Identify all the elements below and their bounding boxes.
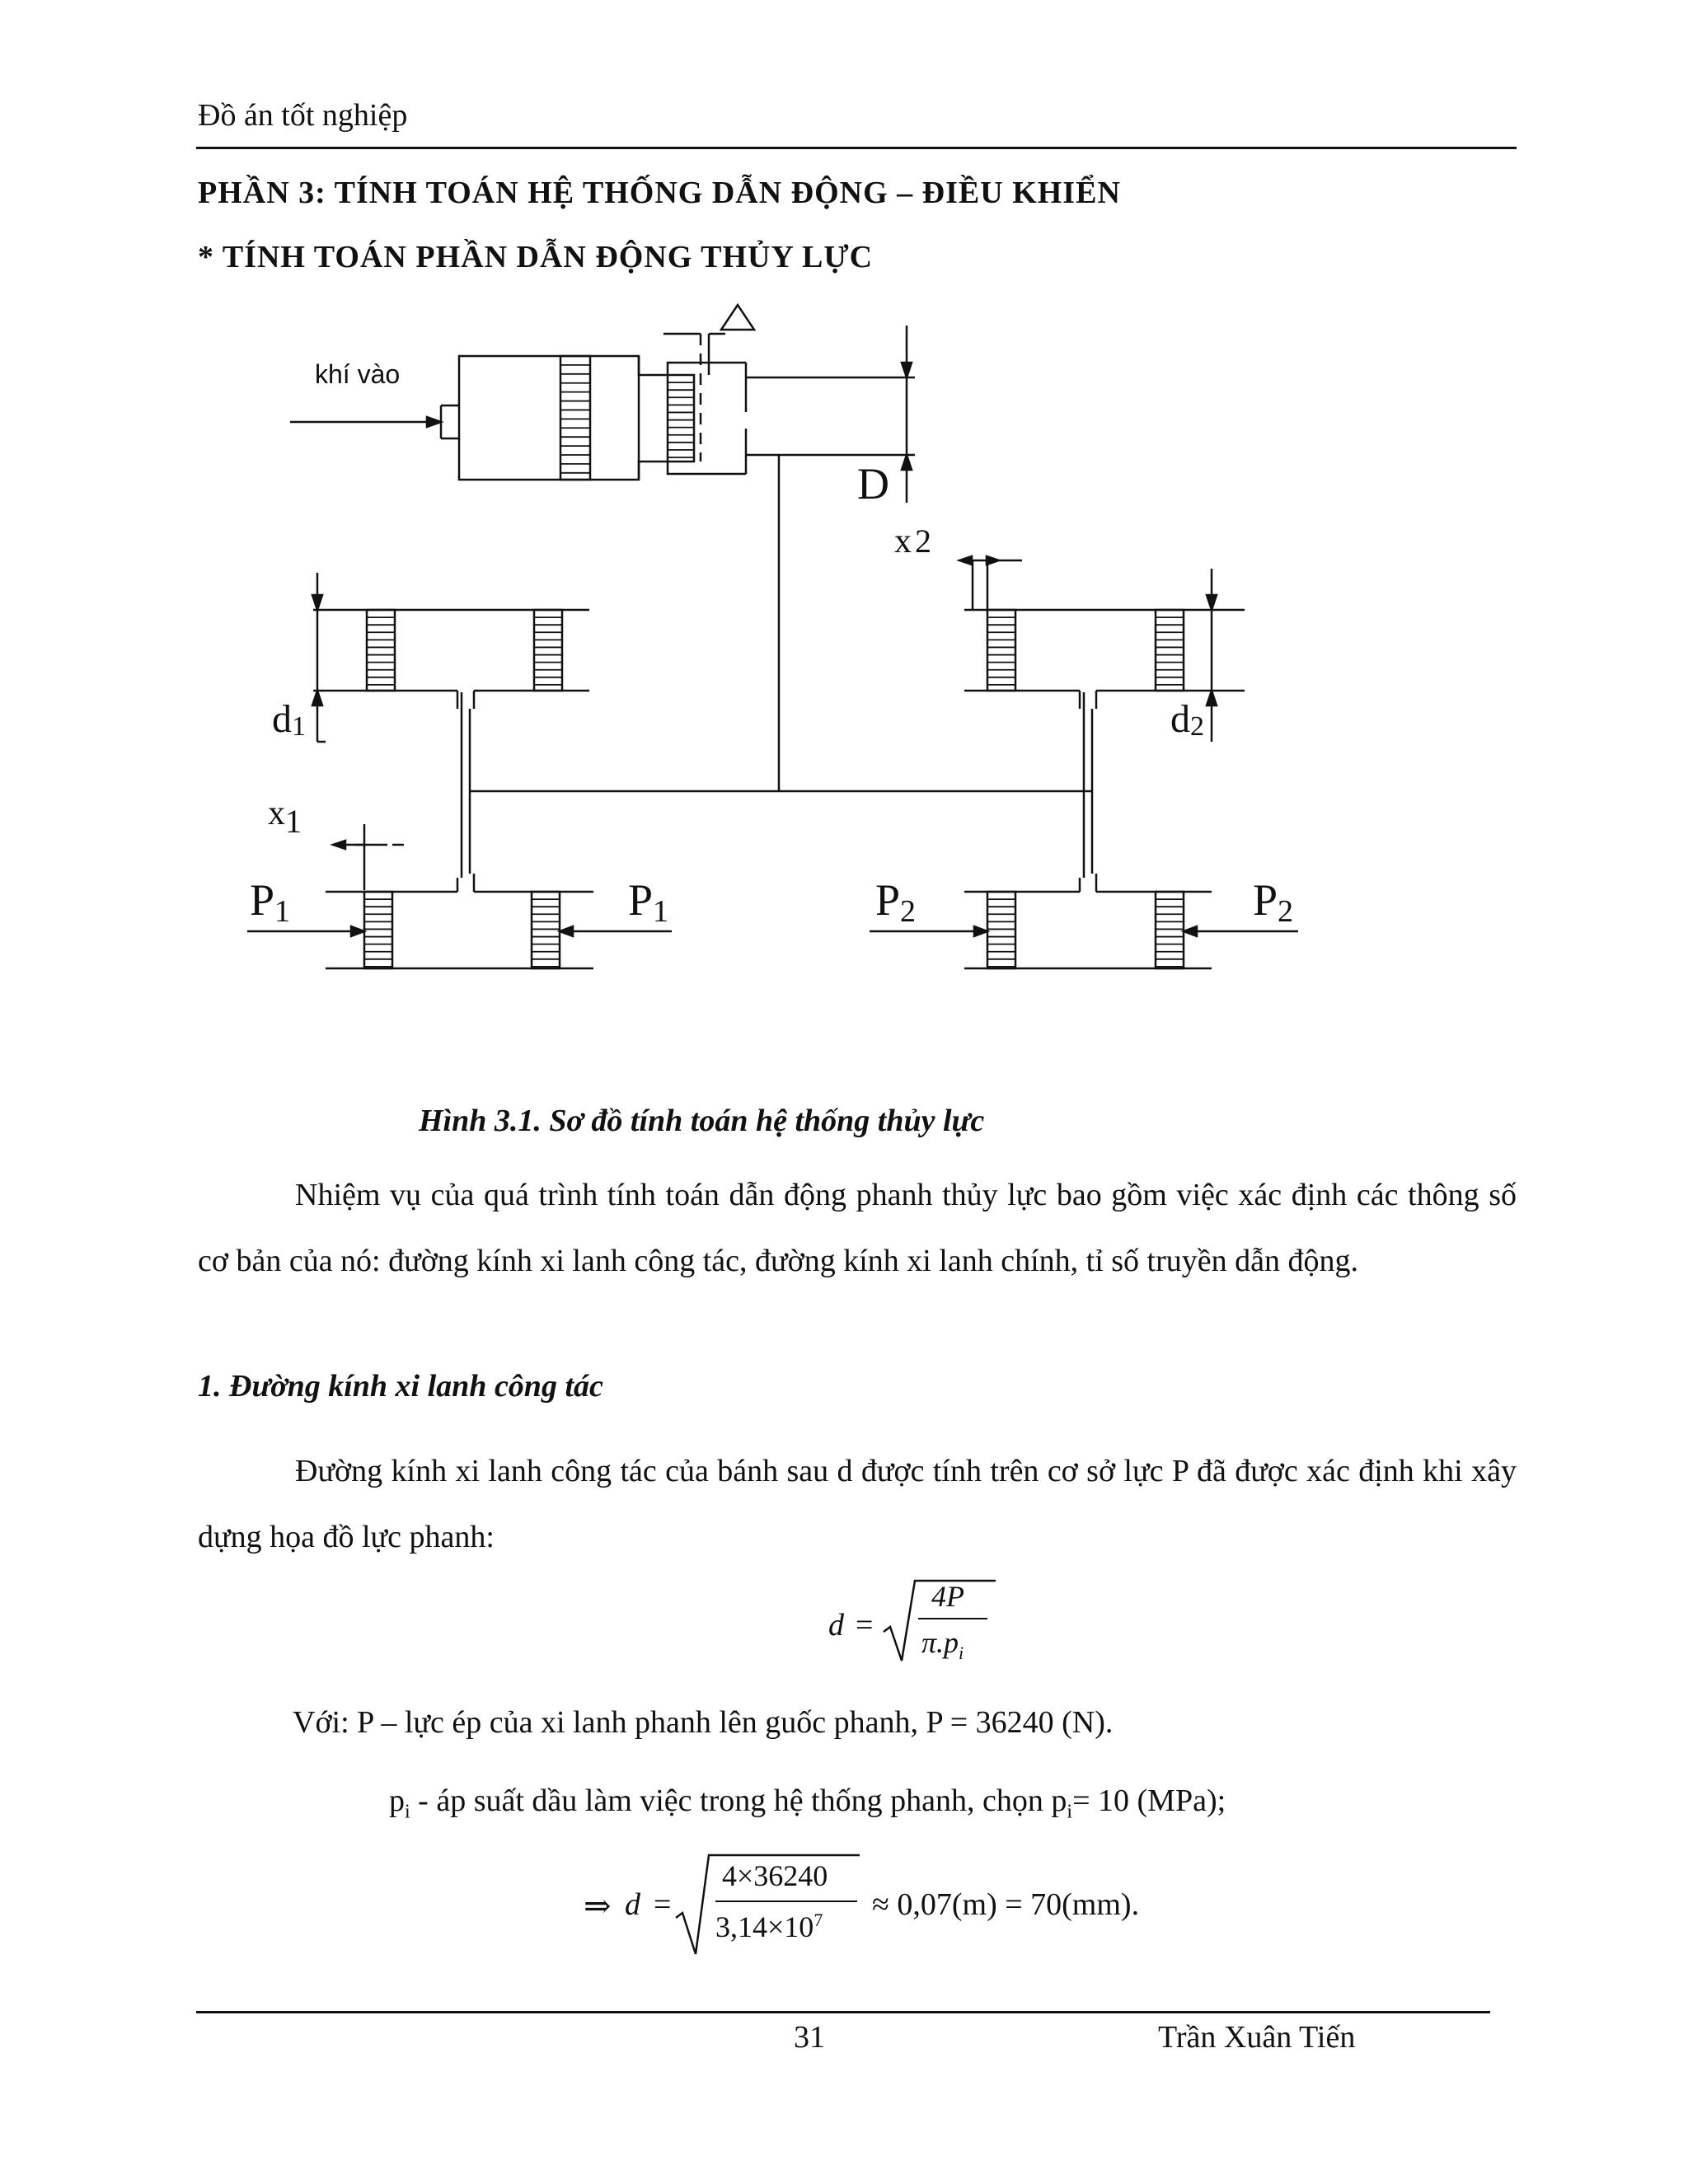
running-header: Đồ án tốt nghiệp xyxy=(198,98,408,133)
where-line-2: $p_i$ - áp suất dầu làm việc trong hệ thống phanh, chọn $p_i= 10$ (MPa); xyxy=(389,1783,1226,1823)
sub-title: * TÍNH TOÁN PHẦN DẪN ĐỘNG THỦY LỰC xyxy=(198,240,874,274)
label-d2: d2 xyxy=(1170,697,1204,742)
paragraph-intro: Nhiệm vụ của quá trình tính toán dẫn động phanh thủy lực bao gồm việc xác định các thông số cơ bản của nó: đường kính xi lanh công tác, đường kính xi lanh chính, tỉ số truyền dẫn động. xyxy=(198,1178,1517,1278)
label-x2: x 2 xyxy=(894,523,931,560)
label-P1-right: P1 xyxy=(628,875,669,929)
formula2-eq: = xyxy=(654,1887,672,1922)
master-cylinder-body xyxy=(459,356,639,480)
label-d1: d1 xyxy=(272,697,306,742)
label-P1-left: P1 xyxy=(250,875,291,929)
page-number: 31 xyxy=(794,2020,825,2055)
formula1-eq: = xyxy=(856,1608,874,1643)
formula-diameter xyxy=(824,1574,1006,1673)
formula2-result: ≈ 0,07(m) = 70(mm). xyxy=(872,1887,1140,1922)
air-inlet-label: khí vào xyxy=(315,359,401,389)
formula2-denominator: $3,14\times 10^7$ xyxy=(715,1910,823,1943)
figure-caption: Hình 3.1. Sơ đồ tính toán hệ thống thủy lực xyxy=(419,1104,985,1138)
label-x1: x1 xyxy=(268,794,302,840)
footer-rule xyxy=(196,2011,1490,2013)
formula1-lhs: d xyxy=(828,1608,844,1643)
formula1-numerator: 4P xyxy=(931,1580,964,1613)
paragraph-diameter: Đường kính xi lanh công tác của bánh sau d được tính trên cơ sở lực P đã được xác định khi xây dựng họa đồ lực phanh: xyxy=(198,1454,1517,1554)
reservoir-symbol xyxy=(721,305,754,330)
master-piston-small xyxy=(668,375,694,462)
label-P2-right: P2 xyxy=(1253,875,1294,929)
hydraulic-diagram xyxy=(231,297,1335,1005)
label-D: D xyxy=(857,459,889,509)
implies-symbol: ⇒ xyxy=(584,1887,612,1924)
where-line-1: Với: P – lực ép của xi lanh phanh lên guốc phanh, P = 36240 (N). xyxy=(293,1705,1114,1740)
label-P2-left: P2 xyxy=(875,875,917,929)
part-title: PHẦN 3: TÍNH TOÁN HỆ THỐNG DẪN ĐỘNG – ĐIỀU KHIỂN xyxy=(198,176,1121,210)
formula-result xyxy=(584,1850,1160,1957)
header-rule xyxy=(196,147,1517,149)
section-heading: 1. Đường kính xi lanh công tác xyxy=(198,1369,603,1404)
footer-author: Trần Xuân Tiến xyxy=(1158,2020,1356,2055)
formula2-lhs: d xyxy=(625,1887,640,1922)
formula2-numerator: 4×36240 xyxy=(722,1859,828,1892)
formula1-denominator: $\pi.p_i$ xyxy=(921,1626,964,1664)
